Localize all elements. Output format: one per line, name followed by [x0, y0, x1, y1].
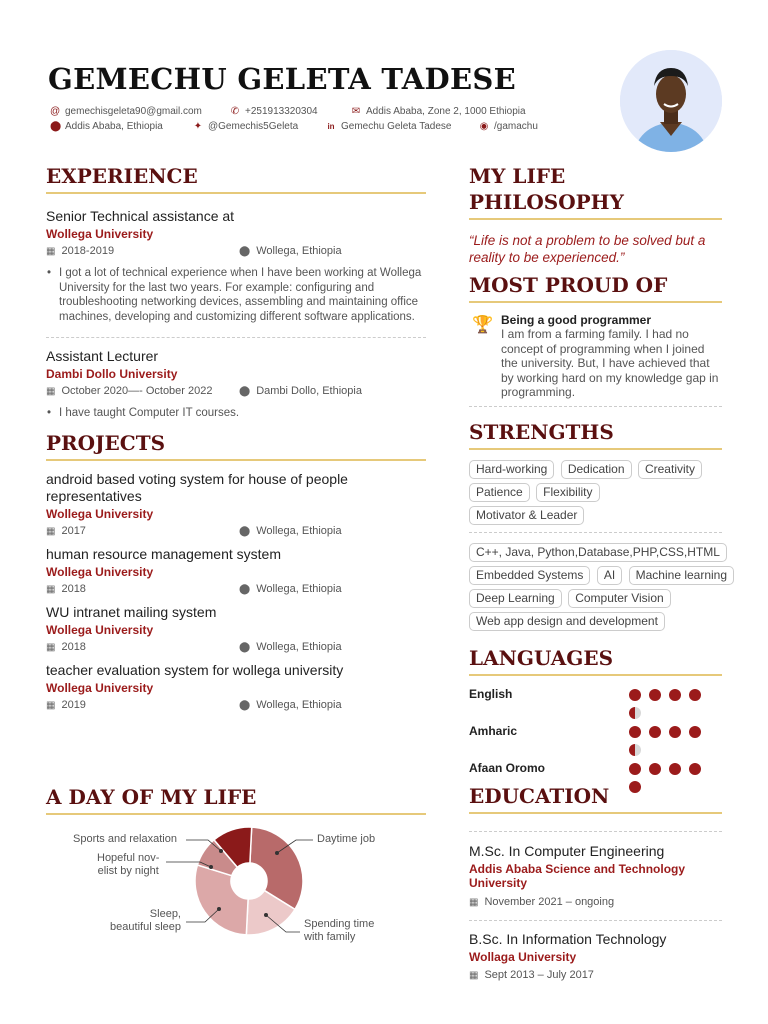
profile-photo [620, 50, 722, 152]
slice-family [246, 890, 295, 935]
language-name: Afaan Oromo [469, 760, 546, 775]
strength-tag: Motivator & Leader [469, 506, 584, 525]
location-icon: ⬤ [239, 386, 251, 397]
project-org: Wollega University [46, 622, 154, 637]
proud-heading: MOST PROUD OF [469, 272, 722, 303]
calendar-icon: ▦ [46, 525, 56, 537]
job-description: • I got a lot of technical experience when I have been working at Wollega University for the last two years. For example: configuring and troubleshooting networking devices, assembling and maintaining office machines, developing and customizing different software applications. [46, 266, 426, 324]
location-icon: ⬤ [239, 641, 251, 653]
strength-tag: Web app design and development [469, 612, 665, 631]
strengths-tags-tech [469, 543, 768, 635]
project-org: Wollega University [46, 506, 154, 521]
calendar-icon: ▦ [469, 896, 479, 908]
strength-tag: Flexibility [536, 483, 599, 502]
projects-heading: PROJECTS [46, 430, 426, 461]
strength-tag: C++, Java, Python,Database,PHP,CSS,HTML [469, 543, 727, 562]
proud-item [469, 313, 722, 400]
leader-sports [186, 840, 221, 851]
left-column [46, 163, 426, 715]
location-icon: ⬤ [239, 583, 251, 595]
slice-novelist [197, 840, 237, 876]
github-contact[interactable]: ◉ /gamachu [479, 121, 538, 132]
leader-novel-dot [209, 865, 213, 869]
language-name: Amharic [469, 723, 518, 738]
twitter-contact[interactable]: ✦ @Gemechis5Geleta [193, 121, 299, 132]
experience-item: Senior Technical assistance at Wollega University ▦ 2018-2019 ⬤ Wollega, Ethiopia • I got a lot of technical experience when I have been working at Wollega University for the last two years. For example: configuring and troubleshooting networking devices, assembling and maintaining office machines, developing and customizing different software applications. [46, 208, 426, 324]
pie-label-sports: Sports and relaxation [73, 833, 177, 845]
leader-family [266, 915, 300, 932]
leader-novel [166, 862, 211, 867]
at-icon: @ [50, 106, 61, 117]
education-heading: EDUCATION [469, 783, 722, 814]
slice-daytime-job [250, 827, 303, 909]
languages-heading: LANGUAGES [469, 645, 722, 676]
level-dot [629, 707, 641, 719]
degree-title: M.Sc. In Computer Engineering [469, 842, 665, 859]
slice-sports [214, 827, 252, 867]
strength-tag: Patience [469, 483, 530, 502]
day-heading: A DAY OF MY LIFE [46, 784, 426, 815]
day-section [46, 784, 426, 815]
experience-item: Assistant Lecturer Dambi Dollo University ▦ October 2020—- October 2022 ⬤ Dambi Dollo, Ethiopia • I have taught Computer IT courses. [46, 348, 426, 421]
location-icon: ⬤ [239, 699, 251, 711]
calendar-icon: ▦ [46, 583, 56, 595]
linkedin-icon: in [327, 122, 335, 131]
project-item: android based voting system for house of people representatives Wollega University ▦ 2017 ⬤ Wollega, Ethiopia [46, 471, 426, 541]
level-dot [649, 763, 661, 775]
philosophy-quote: “Life is not a problem to be solved but a reality to be experienced.” [469, 233, 706, 265]
level-dot [669, 726, 681, 738]
project-name: android based voting system for house of people representatives [46, 470, 348, 504]
envelope-icon: ✉ [351, 106, 361, 117]
location-icon: ⬤ [50, 121, 62, 132]
proud-item-title: Being a good programmer [501, 313, 652, 327]
leader-family-dot [264, 913, 268, 917]
project-name: WU intranet mailing system [46, 603, 217, 620]
job-title: Assistant Lecturer [46, 348, 159, 364]
location-icon: ⬤ [239, 525, 251, 537]
languages-list [469, 687, 722, 781]
address-contact: ✉ Addis Ababa, Zone 2, 1000 Ethiopia [351, 106, 526, 117]
proud-item-body: I am from a farming family. I had no concept of programming when I joined the university. But, I have achieved that by working hard on my knowledge gap in programming. [501, 327, 719, 399]
project-org: Wollega University [46, 680, 154, 695]
calendar-icon: ▦ [469, 970, 479, 981]
level-dot [669, 763, 681, 775]
phone-contact[interactable]: ✆ +251913320304 [230, 106, 318, 117]
divider [469, 532, 722, 533]
job-description: • I have taught Computer IT courses. [46, 406, 426, 421]
level-dot [629, 744, 641, 756]
degree-school: Addis Ababa Science and Technology University [469, 861, 686, 890]
strength-tag: Machine learning [629, 566, 734, 585]
right-column [469, 163, 728, 985]
calendar-icon: ▦ [46, 641, 56, 653]
degree-school: Wollaga University [469, 949, 577, 964]
language-name: English [469, 686, 513, 701]
language-row [469, 761, 722, 781]
calendar-icon: ▦ [46, 386, 56, 397]
divider [469, 920, 722, 921]
language-row [469, 687, 722, 724]
education-item: B.Sc. In Information Technology Wollaga University ▦ Sept 2013 – July 2017 [469, 931, 722, 986]
strength-tag: Embedded Systems [469, 566, 590, 585]
project-item: WU intranet mailing system Wollega University ▦ 2018 ⬤ Wollega, Ethiopia [46, 604, 426, 657]
level-dot [629, 781, 641, 793]
degree-title: B.Sc. In Information Technology [469, 930, 667, 947]
level-dot [689, 726, 701, 738]
email-contact[interactable]: @ gemechisgeleta90@gmail.com [50, 106, 202, 117]
pie-label-family: Spending time with family [304, 918, 375, 943]
slice-sleep [195, 865, 248, 935]
leader-sleep-dot [217, 907, 221, 911]
language-level [629, 726, 722, 762]
strengths-heading: STRENGTHS [469, 419, 722, 450]
linkedin-contact[interactable]: in Gemechu Geleta Tadese [327, 121, 452, 132]
level-dot [629, 763, 641, 775]
twitter-icon: ✦ [193, 121, 203, 132]
divider [469, 406, 722, 407]
level-dot [629, 726, 641, 738]
level-dot [649, 689, 661, 701]
experience-heading: EXPERIENCE [46, 163, 426, 194]
job-title: Senior Technical assistance at [46, 208, 235, 224]
level-dot [689, 689, 701, 701]
phone-icon: ✆ [230, 106, 240, 117]
strength-tag: Dedication [561, 460, 632, 479]
strength-tag: Deep Learning [469, 589, 562, 608]
project-item: human resource management system Wollega University ▦ 2018 ⬤ Wollega, Ethiopia [46, 546, 426, 599]
location-contact: ⬤ Addis Ababa, Ethiopia [50, 121, 163, 132]
strength-tag: Creativity [638, 460, 702, 479]
language-level [629, 689, 722, 725]
language-level [629, 763, 722, 799]
leader-daytime-dot [275, 851, 279, 855]
strengths-tags-soft [469, 460, 722, 529]
project-item: teacher evaluation system for wollega university Wollega University ▦ 2019 ⬤ Wollega, Ethiopia [46, 662, 426, 715]
philosophy-heading: MY LIFE PHILOSOPHY [469, 163, 722, 220]
leader-daytime [277, 840, 313, 853]
education-item: M.Sc. In Computer Engineering Addis Ababa Science and Technology University ▦ November 2021 – ongoing [469, 843, 722, 912]
level-dot [629, 689, 641, 701]
strength-tag: AI [597, 566, 622, 585]
level-dot [669, 689, 681, 701]
trophy-icon: 🏆 [472, 315, 494, 334]
job-org: Wollega University [46, 227, 154, 241]
strength-tag: Hard-working [469, 460, 554, 479]
leader-sports-dot [219, 849, 223, 853]
resume-name: GEMECHU GELETA TADESE [48, 62, 516, 96]
divider [469, 831, 722, 832]
project-name: human resource management system [46, 545, 281, 562]
level-dot [689, 763, 701, 775]
strength-tag: Computer Vision [568, 589, 671, 608]
location-icon: ⬤ [239, 246, 251, 257]
pie-label-daytime: Daytime job [317, 833, 376, 845]
pie-label-novel: Hopeful nov- elist by night [97, 852, 160, 877]
language-row [469, 724, 722, 761]
leader-sleep [186, 909, 219, 922]
level-dot [649, 726, 661, 738]
divider [46, 337, 426, 338]
project-org: Wollega University [46, 564, 154, 579]
project-name: teacher evaluation system for wollega university [46, 661, 344, 678]
calendar-icon: ▦ [46, 246, 56, 257]
pie-label-sleep: Sleep, beautiful sleep [110, 908, 181, 933]
calendar-icon: ▦ [46, 699, 56, 711]
job-org: Dambi Dollo University [46, 367, 178, 381]
github-icon: ◉ [479, 121, 489, 132]
